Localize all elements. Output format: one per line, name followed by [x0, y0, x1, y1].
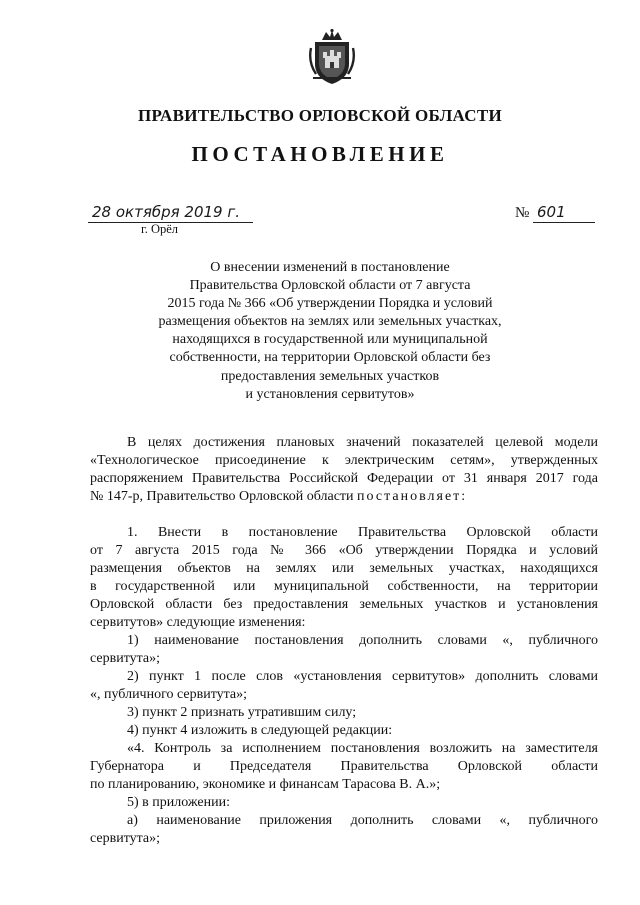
body-line: от 7 августа 2015 года № 366 «Об утверждении Порядка и условий — [90, 543, 598, 558]
body-line: 1. Внести в постановление Правительства Орловской области — [127, 525, 598, 540]
body-text: № 147-р, Правительство Орловской области — [90, 489, 358, 504]
body-text: : — [461, 489, 466, 504]
subject-line: предоставления земельных участков — [220, 368, 440, 384]
handwritten-date: 28 октября 2019 г. — [92, 203, 241, 221]
body-line — [90, 488, 598, 506]
resolves-word: постановляет — [357, 489, 462, 504]
body-line: Губернатора и Председателя Правительства Орловской области — [90, 759, 598, 774]
document-body — [90, 434, 598, 848]
preamble-paragraph — [90, 434, 598, 506]
body-line: 2) пункт 1 после слов «установления сервитутов» дополнить словами — [127, 669, 598, 684]
item-5 — [90, 794, 598, 812]
item-4-new-text — [90, 740, 598, 794]
item-4 — [90, 722, 598, 740]
item-1 — [90, 632, 598, 668]
organization-title: ПРАВИТЕЛЬСТВО ОРЛОВСКОЙ ОБЛАСТИ — [137, 106, 503, 125]
coat-of-arms-icon — [308, 28, 356, 86]
city-label: г. Орёл — [141, 222, 179, 236]
handwritten-number: 601 — [537, 203, 566, 221]
body-line: распоряжением Правительства Российской Федерации от 31 января 2017 года — [90, 471, 598, 486]
item-5a — [90, 812, 598, 848]
document-subject — [120, 259, 540, 404]
body-line: сервитута»; — [90, 831, 161, 846]
body-line: сервитутов» следующие изменения: — [90, 615, 306, 630]
clause-1 — [90, 524, 598, 632]
subject-line: 2015 года № 366 «Об утверждении Порядка и условий — [167, 296, 493, 312]
number-sign: № — [515, 205, 530, 221]
body-line: а) наименование приложения дополнить словами «, публичного — [127, 813, 598, 828]
item-3 — [90, 704, 598, 722]
subject-line: размещения объектов на землях или земельных участках, — [158, 314, 502, 330]
item-2 — [90, 668, 598, 704]
subject-line: О внесении изменений в постановление — [210, 260, 450, 275]
body-line: «Технологическое присоединение к электрическим сетям», утвержденных — [90, 453, 598, 468]
subject-line: находящихся в государственной или муниципальной — [172, 332, 488, 348]
document-type-title: ПОСТАНОВЛЕНИЕ — [191, 142, 449, 166]
body-line: «4. Контроль за исполнением постановления возложить на заместителя — [127, 741, 598, 756]
subject-line: собственности, на территории Орловской области без — [169, 350, 491, 366]
body-line: Орловской области без предоставления земельных участков и установления — [90, 597, 598, 612]
body-line: 4) пункт 4 изложить в следующей редакции: — [127, 723, 393, 738]
body-line: размещения объектов на землях или земельных участках, находящихся — [90, 561, 598, 576]
body-line: 1) наименование постановления дополнить словами «, публичного — [127, 633, 598, 648]
body-line: 5) в приложении: — [127, 795, 230, 810]
subject-line: и установления сервитутов» — [245, 386, 415, 402]
number-underline — [533, 222, 595, 223]
body-line: сервитута»; — [90, 651, 161, 666]
body-line: по планированию, экономике и финансам Тарасова В. А.»; — [90, 777, 441, 792]
body-line: «, публичного сервитута»; — [90, 687, 248, 702]
body-line: В целях достижения плановых значений показателей целевой модели — [127, 435, 598, 450]
body-line: в государственной или муниципальной собственности, на территории — [90, 579, 598, 594]
subject-line: Правительства Орловской области от 7 августа — [189, 278, 471, 294]
body-line: 3) пункт 2 признать утратившим силу; — [127, 705, 357, 720]
